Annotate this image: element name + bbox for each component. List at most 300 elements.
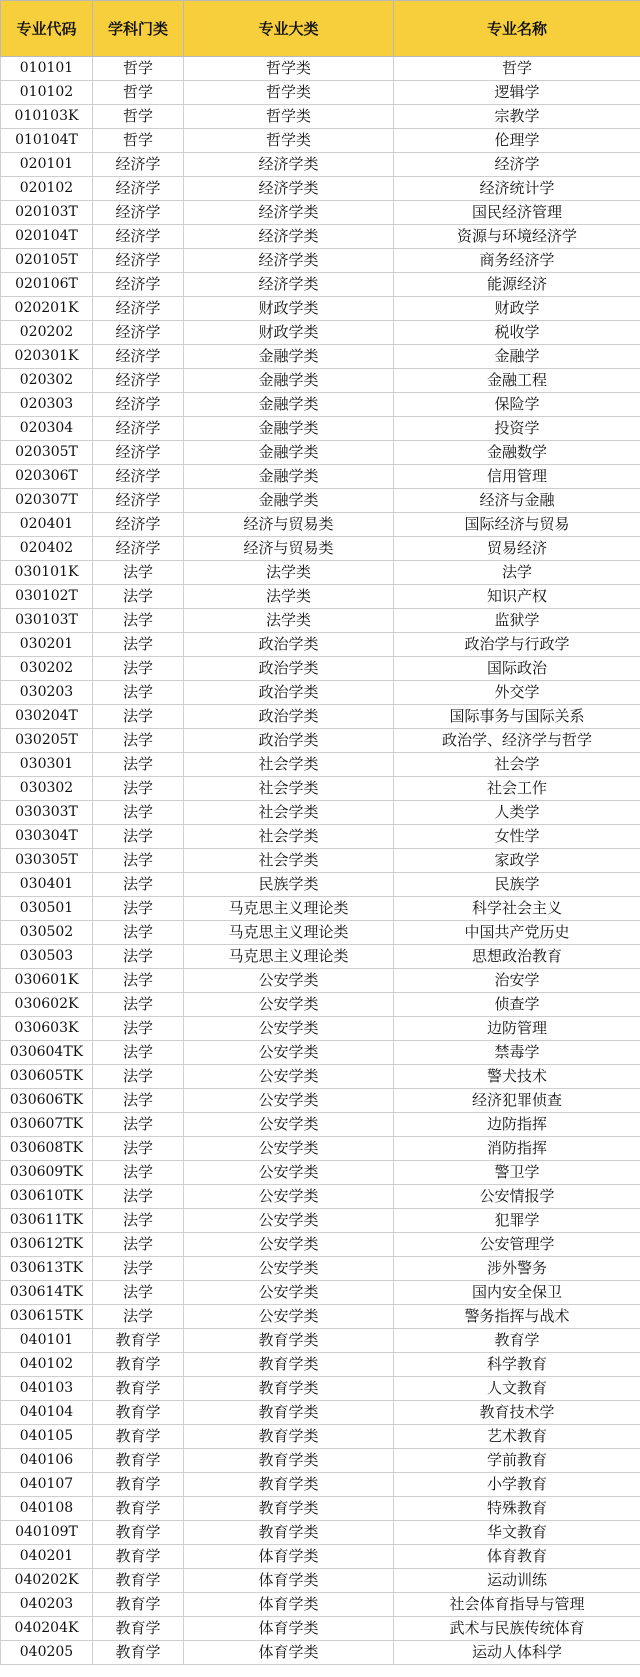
cell-major-category: 教育学类 bbox=[184, 1353, 394, 1377]
cell-major-category: 公安学类 bbox=[184, 1017, 394, 1041]
cell-major-category: 社会学类 bbox=[184, 849, 394, 873]
table-row bbox=[1, 321, 640, 345]
cell-major-code: 030302 bbox=[1, 777, 93, 801]
table-row bbox=[1, 345, 640, 369]
cell-major-category: 社会学类 bbox=[184, 825, 394, 849]
cell-major-category: 政治学类 bbox=[184, 729, 394, 753]
table-row bbox=[1, 537, 640, 561]
cell-major-category: 政治学类 bbox=[184, 681, 394, 705]
cell-major-name: 金融数学 bbox=[394, 441, 640, 465]
cell-major-code: 040203 bbox=[1, 1593, 93, 1617]
table-row bbox=[1, 465, 640, 489]
cell-major-category: 经济学类 bbox=[184, 177, 394, 201]
cell-major-name: 逻辑学 bbox=[394, 81, 640, 105]
header-discipline: 学科门类 bbox=[93, 1, 184, 57]
cell-discipline: 法学 bbox=[93, 1017, 184, 1041]
cell-major-category: 教育学类 bbox=[184, 1425, 394, 1449]
table-row bbox=[1, 609, 640, 633]
table-row bbox=[1, 1569, 640, 1593]
cell-discipline: 教育学 bbox=[93, 1545, 184, 1569]
cell-major-name: 国际事务与国际关系 bbox=[394, 705, 640, 729]
table-row bbox=[1, 681, 640, 705]
cell-major-name: 国民经济管理 bbox=[394, 201, 640, 225]
cell-major-name: 体育教育 bbox=[394, 1545, 640, 1569]
cell-major-name: 警卫学 bbox=[394, 1161, 640, 1185]
table-row bbox=[1, 657, 640, 681]
cell-major-category: 金融学类 bbox=[184, 417, 394, 441]
cell-major-code: 030304T bbox=[1, 825, 93, 849]
cell-major-name: 运动人体科学 bbox=[394, 1641, 640, 1665]
cell-major-code: 020402 bbox=[1, 537, 93, 561]
table-row bbox=[1, 201, 640, 225]
cell-major-category: 哲学类 bbox=[184, 105, 394, 129]
cell-major-name: 消防指挥 bbox=[394, 1137, 640, 1161]
cell-major-category: 哲学类 bbox=[184, 57, 394, 81]
cell-discipline: 经济学 bbox=[93, 321, 184, 345]
cell-major-name: 华文教育 bbox=[394, 1521, 640, 1545]
table-row bbox=[1, 969, 640, 993]
cell-major-category: 经济学类 bbox=[184, 225, 394, 249]
table-row bbox=[1, 1089, 640, 1113]
cell-major-name: 经济犯罪侦查 bbox=[394, 1089, 640, 1113]
cell-major-name: 涉外警务 bbox=[394, 1257, 640, 1281]
cell-discipline: 法学 bbox=[93, 801, 184, 825]
cell-major-category: 公安学类 bbox=[184, 1209, 394, 1233]
table-row bbox=[1, 897, 640, 921]
table-row bbox=[1, 849, 640, 873]
cell-discipline: 法学 bbox=[93, 1233, 184, 1257]
cell-major-code: 030607TK bbox=[1, 1113, 93, 1137]
cell-discipline: 法学 bbox=[93, 1257, 184, 1281]
cell-discipline: 经济学 bbox=[93, 441, 184, 465]
cell-major-name: 艺术教育 bbox=[394, 1425, 640, 1449]
table-row bbox=[1, 729, 640, 753]
cell-major-name: 警犬技术 bbox=[394, 1065, 640, 1089]
cell-major-category: 公安学类 bbox=[184, 1257, 394, 1281]
cell-major-category: 经济与贸易类 bbox=[184, 513, 394, 537]
cell-discipline: 法学 bbox=[93, 873, 184, 897]
cell-discipline: 经济学 bbox=[93, 513, 184, 537]
cell-major-category: 公安学类 bbox=[184, 1137, 394, 1161]
table-row bbox=[1, 705, 640, 729]
cell-discipline: 教育学 bbox=[93, 1641, 184, 1665]
cell-major-category: 马克思主义理论类 bbox=[184, 945, 394, 969]
cell-major-code: 020302 bbox=[1, 369, 93, 393]
table-row bbox=[1, 1281, 640, 1305]
cell-discipline: 法学 bbox=[93, 1185, 184, 1209]
cell-major-name: 社会体育指导与管理 bbox=[394, 1593, 640, 1617]
cell-major-code: 030205T bbox=[1, 729, 93, 753]
cell-major-code: 020304 bbox=[1, 417, 93, 441]
cell-major-name: 国际经济与贸易 bbox=[394, 513, 640, 537]
cell-major-category: 公安学类 bbox=[184, 1113, 394, 1137]
cell-major-name: 教育技术学 bbox=[394, 1401, 640, 1425]
cell-major-code: 030303T bbox=[1, 801, 93, 825]
table-row bbox=[1, 513, 640, 537]
header-row bbox=[1, 1, 640, 57]
cell-major-name: 思想政治教育 bbox=[394, 945, 640, 969]
cell-discipline: 法学 bbox=[93, 1161, 184, 1185]
table-row bbox=[1, 1257, 640, 1281]
table-row bbox=[1, 1185, 640, 1209]
cell-major-category: 经济学类 bbox=[184, 153, 394, 177]
cell-major-code: 030502 bbox=[1, 921, 93, 945]
table-row bbox=[1, 777, 640, 801]
cell-major-category: 公安学类 bbox=[184, 1233, 394, 1257]
cell-major-name: 家政学 bbox=[394, 849, 640, 873]
cell-major-code: 030203 bbox=[1, 681, 93, 705]
cell-major-code: 010104T bbox=[1, 129, 93, 153]
cell-major-category: 体育学类 bbox=[184, 1569, 394, 1593]
cell-major-name: 国际政治 bbox=[394, 657, 640, 681]
cell-major-name: 禁毒学 bbox=[394, 1041, 640, 1065]
table-row bbox=[1, 177, 640, 201]
cell-major-name: 公安管理学 bbox=[394, 1233, 640, 1257]
cell-discipline: 法学 bbox=[93, 945, 184, 969]
cell-major-category: 公安学类 bbox=[184, 1161, 394, 1185]
table-row bbox=[1, 993, 640, 1017]
cell-major-code: 030611TK bbox=[1, 1209, 93, 1233]
table-row bbox=[1, 801, 640, 825]
cell-discipline: 法学 bbox=[93, 681, 184, 705]
cell-major-category: 教育学类 bbox=[184, 1497, 394, 1521]
cell-major-category: 马克思主义理论类 bbox=[184, 921, 394, 945]
cell-major-category: 法学类 bbox=[184, 585, 394, 609]
table-row bbox=[1, 249, 640, 273]
cell-discipline: 经济学 bbox=[93, 201, 184, 225]
cell-major-code: 040105 bbox=[1, 1425, 93, 1449]
cell-major-code: 020103T bbox=[1, 201, 93, 225]
cell-major-code: 020305T bbox=[1, 441, 93, 465]
table-row bbox=[1, 1065, 640, 1089]
cell-major-code: 020303 bbox=[1, 393, 93, 417]
table-row bbox=[1, 105, 640, 129]
cell-discipline: 法学 bbox=[93, 705, 184, 729]
cell-major-name: 投资学 bbox=[394, 417, 640, 441]
cell-major-code: 030609TK bbox=[1, 1161, 93, 1185]
cell-major-category: 金融学类 bbox=[184, 489, 394, 513]
table-row bbox=[1, 1401, 640, 1425]
cell-discipline: 法学 bbox=[93, 657, 184, 681]
cell-major-category: 社会学类 bbox=[184, 801, 394, 825]
cell-major-name: 外交学 bbox=[394, 681, 640, 705]
cell-major-category: 哲学类 bbox=[184, 129, 394, 153]
cell-major-category: 体育学类 bbox=[184, 1593, 394, 1617]
cell-discipline: 经济学 bbox=[93, 225, 184, 249]
cell-major-code: 030601K bbox=[1, 969, 93, 993]
table-row bbox=[1, 489, 640, 513]
cell-major-name: 政治学、经济学与哲学 bbox=[394, 729, 640, 753]
cell-major-code: 030613TK bbox=[1, 1257, 93, 1281]
cell-major-name: 人文教育 bbox=[394, 1377, 640, 1401]
cell-major-name: 监狱学 bbox=[394, 609, 640, 633]
table-row bbox=[1, 1377, 640, 1401]
cell-major-category: 政治学类 bbox=[184, 657, 394, 681]
table-row bbox=[1, 873, 640, 897]
cell-major-code: 040102 bbox=[1, 1353, 93, 1377]
cell-discipline: 哲学 bbox=[93, 129, 184, 153]
cell-major-category: 体育学类 bbox=[184, 1545, 394, 1569]
cell-major-category: 公安学类 bbox=[184, 1041, 394, 1065]
table-row bbox=[1, 129, 640, 153]
cell-discipline: 法学 bbox=[93, 633, 184, 657]
cell-major-code: 030401 bbox=[1, 873, 93, 897]
cell-discipline: 教育学 bbox=[93, 1449, 184, 1473]
cell-discipline: 教育学 bbox=[93, 1329, 184, 1353]
cell-major-category: 教育学类 bbox=[184, 1401, 394, 1425]
cell-discipline: 经济学 bbox=[93, 465, 184, 489]
cell-discipline: 经济学 bbox=[93, 153, 184, 177]
table-row bbox=[1, 1641, 640, 1665]
cell-discipline: 法学 bbox=[93, 969, 184, 993]
cell-major-name: 经济学 bbox=[394, 153, 640, 177]
header-major-name: 专业名称 bbox=[394, 1, 640, 57]
cell-major-name: 社会工作 bbox=[394, 777, 640, 801]
cell-discipline: 法学 bbox=[93, 921, 184, 945]
cell-major-category: 经济学类 bbox=[184, 201, 394, 225]
cell-discipline: 法学 bbox=[93, 849, 184, 873]
cell-major-code: 040202K bbox=[1, 1569, 93, 1593]
cell-major-code: 030606TK bbox=[1, 1089, 93, 1113]
table-row bbox=[1, 1329, 640, 1353]
cell-major-name: 治安学 bbox=[394, 969, 640, 993]
cell-major-category: 公安学类 bbox=[184, 969, 394, 993]
cell-discipline: 法学 bbox=[93, 1305, 184, 1329]
cell-discipline: 教育学 bbox=[93, 1593, 184, 1617]
cell-major-category: 民族学类 bbox=[184, 873, 394, 897]
cell-discipline: 哲学 bbox=[93, 81, 184, 105]
cell-major-name: 人类学 bbox=[394, 801, 640, 825]
cell-major-name: 警务指挥与战术 bbox=[394, 1305, 640, 1329]
cell-major-category: 金融学类 bbox=[184, 393, 394, 417]
cell-major-code: 020102 bbox=[1, 177, 93, 201]
cell-major-code: 040204K bbox=[1, 1617, 93, 1641]
cell-discipline: 教育学 bbox=[93, 1473, 184, 1497]
cell-discipline: 教育学 bbox=[93, 1497, 184, 1521]
cell-discipline: 经济学 bbox=[93, 369, 184, 393]
cell-discipline: 法学 bbox=[93, 993, 184, 1017]
cell-major-category: 社会学类 bbox=[184, 753, 394, 777]
table-header bbox=[1, 1, 640, 57]
table-row bbox=[1, 1137, 640, 1161]
cell-major-category: 公安学类 bbox=[184, 1065, 394, 1089]
cell-major-name: 能源经济 bbox=[394, 273, 640, 297]
cell-major-category: 经济学类 bbox=[184, 273, 394, 297]
table-body bbox=[1, 57, 640, 1665]
table-row bbox=[1, 369, 640, 393]
cell-major-name: 小学教育 bbox=[394, 1473, 640, 1497]
cell-major-category: 政治学类 bbox=[184, 705, 394, 729]
cell-major-code: 010101 bbox=[1, 57, 93, 81]
cell-discipline: 教育学 bbox=[93, 1377, 184, 1401]
cell-major-category: 法学类 bbox=[184, 609, 394, 633]
cell-major-code: 030612TK bbox=[1, 1233, 93, 1257]
cell-major-name: 经济与金融 bbox=[394, 489, 640, 513]
table-row bbox=[1, 417, 640, 441]
cell-major-category: 公安学类 bbox=[184, 1281, 394, 1305]
cell-discipline: 教育学 bbox=[93, 1401, 184, 1425]
cell-discipline: 法学 bbox=[93, 609, 184, 633]
cell-major-code: 030305T bbox=[1, 849, 93, 873]
cell-discipline: 法学 bbox=[93, 777, 184, 801]
cell-major-code: 030614TK bbox=[1, 1281, 93, 1305]
table-row bbox=[1, 1473, 640, 1497]
cell-discipline: 教育学 bbox=[93, 1353, 184, 1377]
cell-discipline: 法学 bbox=[93, 1281, 184, 1305]
cell-major-code: 030102T bbox=[1, 585, 93, 609]
cell-major-category: 体育学类 bbox=[184, 1641, 394, 1665]
cell-major-category: 金融学类 bbox=[184, 345, 394, 369]
cell-major-category: 体育学类 bbox=[184, 1617, 394, 1641]
table-row bbox=[1, 1041, 640, 1065]
cell-discipline: 经济学 bbox=[93, 417, 184, 441]
table-row bbox=[1, 1545, 640, 1569]
cell-discipline: 哲学 bbox=[93, 105, 184, 129]
cell-major-name: 边防管理 bbox=[394, 1017, 640, 1041]
cell-major-name: 保险学 bbox=[394, 393, 640, 417]
cell-discipline: 经济学 bbox=[93, 177, 184, 201]
cell-major-code: 020401 bbox=[1, 513, 93, 537]
cell-major-category: 财政学类 bbox=[184, 297, 394, 321]
cell-discipline: 法学 bbox=[93, 1137, 184, 1161]
cell-major-name: 商务经济学 bbox=[394, 249, 640, 273]
table-row bbox=[1, 225, 640, 249]
cell-major-code: 040109T bbox=[1, 1521, 93, 1545]
cell-discipline: 经济学 bbox=[93, 297, 184, 321]
cell-major-name: 科学教育 bbox=[394, 1353, 640, 1377]
table-row bbox=[1, 1449, 640, 1473]
cell-major-category: 政治学类 bbox=[184, 633, 394, 657]
cell-major-category: 法学类 bbox=[184, 561, 394, 585]
cell-discipline: 法学 bbox=[93, 897, 184, 921]
table-row bbox=[1, 561, 640, 585]
cell-major-code: 020307T bbox=[1, 489, 93, 513]
cell-discipline: 经济学 bbox=[93, 393, 184, 417]
cell-major-category: 经济与贸易类 bbox=[184, 537, 394, 561]
cell-major-code: 030201 bbox=[1, 633, 93, 657]
cell-major-name: 哲学 bbox=[394, 57, 640, 81]
cell-discipline: 经济学 bbox=[93, 273, 184, 297]
cell-major-category: 教育学类 bbox=[184, 1449, 394, 1473]
cell-major-code: 020301K bbox=[1, 345, 93, 369]
cell-major-name: 税收学 bbox=[394, 321, 640, 345]
cell-major-code: 040104 bbox=[1, 1401, 93, 1425]
table-row bbox=[1, 1305, 640, 1329]
table-row bbox=[1, 1209, 640, 1233]
cell-major-code: 020306T bbox=[1, 465, 93, 489]
cell-major-name: 政治学与行政学 bbox=[394, 633, 640, 657]
cell-major-code: 020104T bbox=[1, 225, 93, 249]
cell-major-code: 030204T bbox=[1, 705, 93, 729]
cell-major-code: 020202 bbox=[1, 321, 93, 345]
table-row bbox=[1, 825, 640, 849]
cell-major-name: 金融工程 bbox=[394, 369, 640, 393]
cell-major-category: 经济学类 bbox=[184, 249, 394, 273]
cell-major-category: 公安学类 bbox=[184, 1089, 394, 1113]
header-major-category: 专业大类 bbox=[184, 1, 394, 57]
cell-discipline: 法学 bbox=[93, 1113, 184, 1137]
table-row bbox=[1, 1425, 640, 1449]
cell-major-code: 030301 bbox=[1, 753, 93, 777]
cell-major-code: 010102 bbox=[1, 81, 93, 105]
cell-major-name: 科学社会主义 bbox=[394, 897, 640, 921]
cell-major-code: 030604TK bbox=[1, 1041, 93, 1065]
cell-major-name: 女性学 bbox=[394, 825, 640, 849]
cell-major-name: 伦理学 bbox=[394, 129, 640, 153]
cell-major-code: 030202 bbox=[1, 657, 93, 681]
header-major-code: 专业代码 bbox=[1, 1, 93, 57]
cell-discipline: 法学 bbox=[93, 753, 184, 777]
cell-discipline: 教育学 bbox=[93, 1521, 184, 1545]
table-row bbox=[1, 441, 640, 465]
table-row bbox=[1, 81, 640, 105]
table-row bbox=[1, 1017, 640, 1041]
cell-major-name: 中国共产党历史 bbox=[394, 921, 640, 945]
cell-discipline: 法学 bbox=[93, 825, 184, 849]
cell-discipline: 哲学 bbox=[93, 57, 184, 81]
cell-discipline: 教育学 bbox=[93, 1617, 184, 1641]
cell-major-category: 金融学类 bbox=[184, 465, 394, 489]
cell-major-code: 030610TK bbox=[1, 1185, 93, 1209]
cell-major-name: 金融学 bbox=[394, 345, 640, 369]
cell-major-code: 040201 bbox=[1, 1545, 93, 1569]
table-row bbox=[1, 297, 640, 321]
cell-major-code: 020101 bbox=[1, 153, 93, 177]
cell-major-code: 020106T bbox=[1, 273, 93, 297]
table-row bbox=[1, 57, 640, 81]
cell-discipline: 法学 bbox=[93, 1041, 184, 1065]
cell-major-category: 哲学类 bbox=[184, 81, 394, 105]
cell-major-category: 教育学类 bbox=[184, 1473, 394, 1497]
cell-major-name: 武术与民族传统体育 bbox=[394, 1617, 640, 1641]
cell-major-code: 030101K bbox=[1, 561, 93, 585]
table-row bbox=[1, 945, 640, 969]
cell-major-category: 公安学类 bbox=[184, 1185, 394, 1209]
table-row bbox=[1, 633, 640, 657]
table-row bbox=[1, 1593, 640, 1617]
cell-major-category: 教育学类 bbox=[184, 1329, 394, 1353]
cell-discipline: 经济学 bbox=[93, 249, 184, 273]
cell-discipline: 法学 bbox=[93, 1209, 184, 1233]
table-row bbox=[1, 273, 640, 297]
cell-major-code: 030501 bbox=[1, 897, 93, 921]
cell-major-name: 社会学 bbox=[394, 753, 640, 777]
cell-major-code: 040101 bbox=[1, 1329, 93, 1353]
cell-discipline: 法学 bbox=[93, 585, 184, 609]
table-row bbox=[1, 1353, 640, 1377]
cell-major-code: 030603K bbox=[1, 1017, 93, 1041]
table-row bbox=[1, 393, 640, 417]
cell-major-name: 侦查学 bbox=[394, 993, 640, 1017]
cell-major-category: 公安学类 bbox=[184, 1305, 394, 1329]
cell-major-code: 030608TK bbox=[1, 1137, 93, 1161]
cell-discipline: 经济学 bbox=[93, 489, 184, 513]
table-row bbox=[1, 921, 640, 945]
cell-major-name: 法学 bbox=[394, 561, 640, 585]
cell-major-code: 040205 bbox=[1, 1641, 93, 1665]
cell-major-name: 国内安全保卫 bbox=[394, 1281, 640, 1305]
table-row bbox=[1, 153, 640, 177]
cell-major-category: 财政学类 bbox=[184, 321, 394, 345]
cell-major-name: 经济统计学 bbox=[394, 177, 640, 201]
cell-major-name: 公安情报学 bbox=[394, 1185, 640, 1209]
table-row bbox=[1, 1521, 640, 1545]
table-row bbox=[1, 1113, 640, 1137]
cell-major-name: 知识产权 bbox=[394, 585, 640, 609]
cell-major-category: 教育学类 bbox=[184, 1377, 394, 1401]
cell-discipline: 经济学 bbox=[93, 345, 184, 369]
cell-major-name: 特殊教育 bbox=[394, 1497, 640, 1521]
